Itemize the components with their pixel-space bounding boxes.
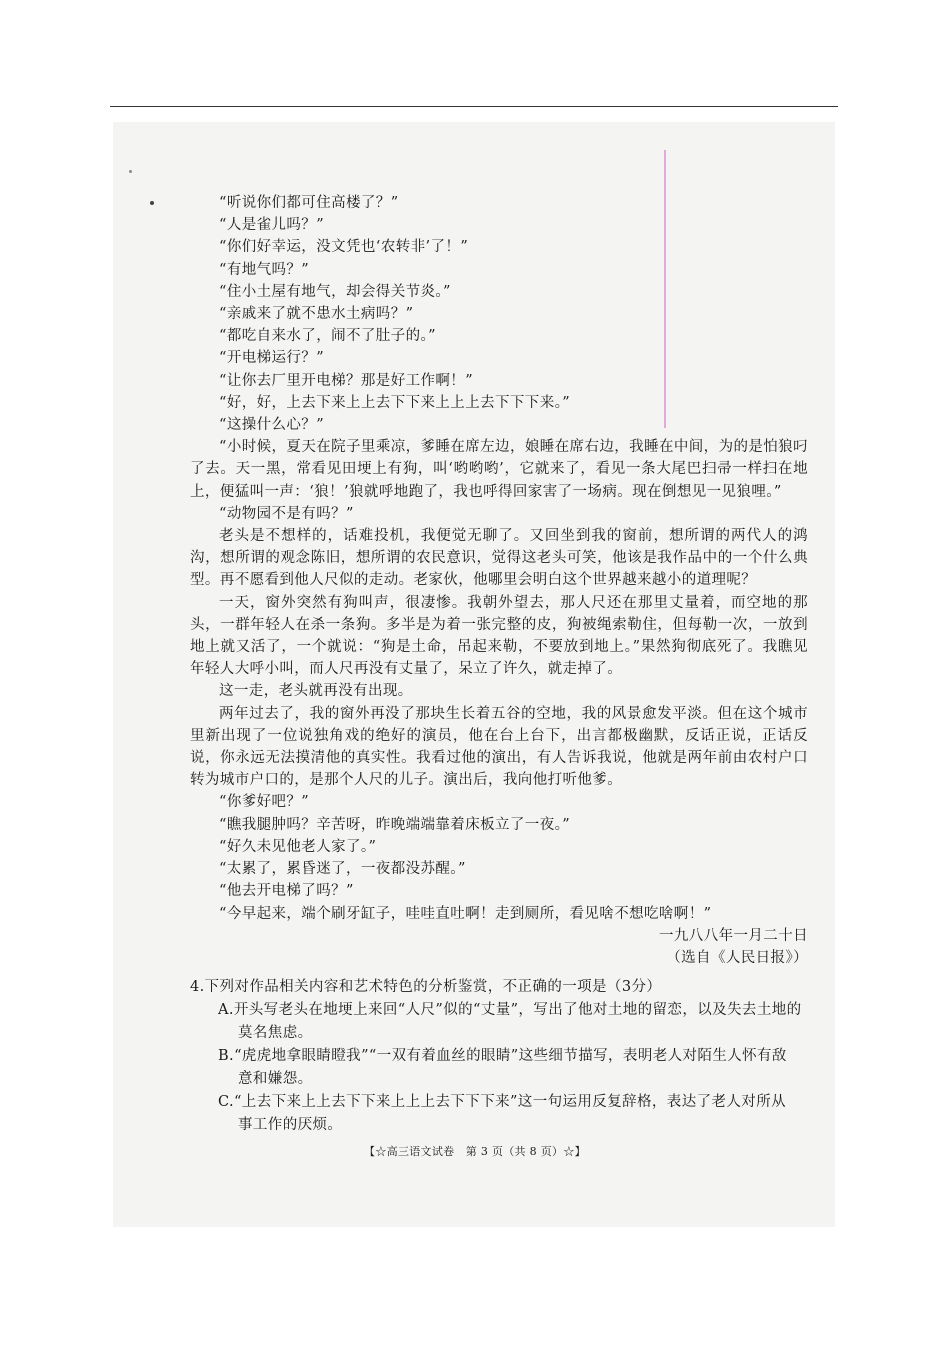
dialogue-line: “好久未见他老人家了。” (219, 838, 377, 855)
dialogue-line: “你爹好吧？” (219, 794, 310, 811)
header-rule (110, 106, 838, 107)
option-a-continued: 莫名焦虑。 (238, 1025, 313, 1041)
scan-speck (150, 201, 154, 205)
dialogue-line: “动物园不是有吗？” (219, 505, 354, 522)
dialogue-line: “开电梯运行？” (219, 350, 325, 367)
passage (190, 192, 808, 969)
paragraph-childhood: “小时候，夏天在院子里乘凉，爹睡在席左边，娘睡在席右边，我睡在中间，为的是怕狼叼了去。天一黑，常看见田埂上有狗，叫‘哟哟哟’，它就来了，看见一条大尾巴扫帚一样扫在地上，便猛叫一声：‘狼！’狼就呼地跑了，我也呼得回家害了一场病。现在倒想见一见狼哩。” (190, 439, 808, 500)
paragraph-two-years: 两年过去了，我的窗外再没了那块生长着五谷的空地，我的风景愈发平淡。但在这个城市里新出现了一位说独角戏的绝好的演员，他在台上台下，出言都极幽默，反话正说，正话反说，你永远无法摸清他的真实性。我看过他的演出，有人告诉我说，他就是两年前由农村户口转为城市户口的，是那个人尺的儿子。演出后，我向他打听他爹。 (190, 705, 808, 789)
dialogue-line: “有地气吗？” (219, 261, 310, 278)
dialogue-line: “听说你们都可住高楼了？” (219, 195, 399, 211)
dialogue-line: “这操什么心？” (219, 417, 325, 434)
source-line: （选自《人民日报》） (666, 949, 808, 966)
dialogue-line: “好，好，上去下来上上去下下来上上上去下下下来。” (219, 394, 571, 411)
dialogue-line: “都吃自来水了，闹不了肚子的。” (219, 328, 436, 345)
option-a: A.开头写老头在地埂上来回“人尺”似的“丈量”，写出了他对土地的留恋，以及失去土地的 (218, 1002, 802, 1018)
question-stem: 4.下列对作品相关内容和艺术特色的分析鉴赏，不正确的一项是（3分） (190, 979, 662, 995)
question-4 (190, 976, 808, 1137)
dialogue-line: “你们好幸运，没文凭也‘农转非’了！” (219, 239, 469, 256)
paragraph-gone: 这一走，老头就再没有出现。 (219, 683, 413, 700)
dialogue-line: “太累了，累昏迷了，一夜都没苏醒。” (219, 861, 466, 878)
dialogue-line: “今早起来，端个刷牙缸子，哇哇直吐啊！走到厕所，看见啥不想吃啥啊！” (219, 905, 712, 922)
option-c-continued: 事工作的厌烦。 (238, 1117, 343, 1133)
dialogue-line: “瞧我腿肿吗？辛苦呀，昨晚端端靠着床板立了一夜。” (219, 816, 571, 833)
dialogue-line: “人是雀儿吗？” (219, 217, 325, 234)
paragraph-oldman: 老头是不想样的，话难投机，我便觉无聊了。又回坐到我的窗前，想所谓的两代人的鸿沟，想所谓的观念陈旧，想所谓的农民意识，觉得这老头可笑，他该是我作品中的一个什么典型。再不愿看到他人尺似的走动。老家伙，他哪里会明白这个世界越来越小的道理呢？ (190, 528, 808, 589)
paragraph-dog: 一天，窗外突然有狗叫声，很凄惨。我朝外望去，那人尺还在那里丈量着，而空地的那头，一群年轻人在杀一条狗。多半是为着一张完整的皮，狗被绳索勒住，但每勒一次，一放到地上就又活了，一个就说：“狗是土命，吊起来勒，不要放到地上。”果然狗彻底死了。我瞧见年轻人大呼小叫，而人尺再没有丈量了，呆立了许久，就走掉了。 (190, 594, 808, 678)
page-footer: 【☆高三语文试卷 第 3 页（共 8 页）☆】 (364, 1145, 586, 1158)
dialogue-line: “住小土屋有地气，却会得关节炎。” (219, 283, 451, 300)
dialogue-line: “让你去厂里开电梯？那是好工作啊！” (219, 372, 474, 389)
option-b: B.“虎虎地拿眼睛瞪我”“一双有着血丝的眼睛”这些细节描写，表明老人对陌生人怀有敌 (218, 1048, 787, 1064)
option-c: C.“上去下来上上去下下来上上上去下下下来”这一句运用反复辞格，表达了老人对所从 (218, 1094, 787, 1110)
option-b-continued: 意和嫌怨。 (238, 1071, 313, 1087)
dialogue-line: “他去开电梯了吗？” (219, 883, 354, 900)
scan-speck (129, 170, 132, 173)
date-line: 一九八八年一月二十日 (659, 927, 808, 944)
dialogue-line: “亲戚来了就不患水土病吗？” (219, 306, 414, 323)
